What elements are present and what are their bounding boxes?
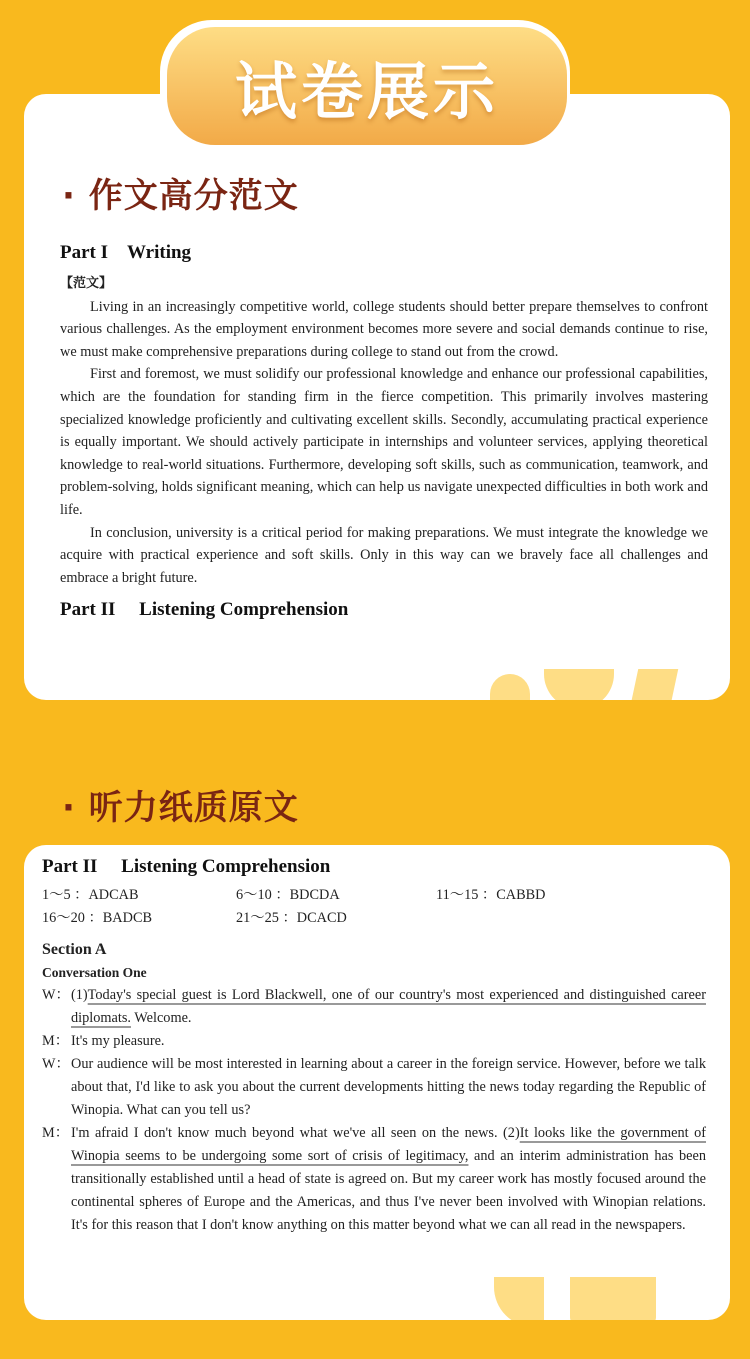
part-title: Part I Writing (60, 242, 192, 263)
decoration (544, 669, 614, 700)
speaker: W： (42, 987, 70, 1003)
answer-key (42, 884, 706, 930)
decoration (570, 1277, 656, 1320)
decoration (630, 669, 679, 700)
section-heading-essay: · 作文高分范文 (62, 176, 299, 216)
dialogue-line (42, 984, 706, 1030)
text: and an interim administration has been transitionally established until a head of state is agreed on. But my career work has mostly focused around the continental spheres of Europe and the Americas, and thus I've never been involved with Winopian relations. It's for this reason that I don't know anything on this matter beyond what we can all read in the newspapers. (71, 1148, 706, 1233)
speaker: M： (42, 1125, 70, 1141)
banner-title: 试卷展示 (234, 54, 499, 128)
text: Our audience will be most interested in learning about a career in the foreign service. However, before we talk about that, I'd like to ask you about the current developments hitting the news today regarding the Republic of Winopia. What can you tell us? (71, 1056, 706, 1118)
text: I'm afraid I don't know much beyond what we've all seen on the news. (2) (71, 1125, 520, 1141)
essay-paragraph: First and foremost, we must solidify our professional knowledge and enhance our professional capabilities, which are the foundation for standing firm in the fierce competition. This primarily involves mastering specialized knowledge proficiently and cultivating excellent skills. Secondly, accumulating practical experience is equally important. We should actively participate in internships and volunteer services, applying theoretical knowledge to real-world situations. Furthermore, developing soft skills, such as communication, teamwork, and problem-solving, holds significant meaning, which can help us navigate unexpected difficulties in both work and life. (60, 366, 708, 518)
essay-paragraph: In conclusion, university is a critical period for making preparations. We must integrate the knowledge we acquire with practical experience and soft skills. Only in this way can we bravely face all challenges and embrace a bright future. (60, 524, 708, 586)
section-heading-listening: · 听力纸质原文 (62, 788, 299, 828)
dialogue-line (42, 1053, 706, 1122)
next-part-title: Part II Listening Comprehension (60, 599, 349, 621)
answer-item: 21～25 ：DCACD (236, 910, 347, 926)
answer-item: 6～10 ：BDCDA (236, 887, 340, 903)
speaker: M： (42, 1033, 70, 1049)
text: Welcome. (130, 1010, 192, 1026)
dialogue-line (42, 1122, 706, 1237)
essay-label: 【范文】 (60, 275, 113, 290)
text: (1) (71, 987, 88, 1003)
conversation-title: Conversation One (42, 965, 147, 980)
underlined-answer: Today's special guest is Lord Blackwell, one of our country's most experienced and distinguished career diplomats. (71, 987, 706, 1026)
section-title: Section A (42, 941, 107, 958)
listening-card (24, 845, 730, 1320)
text: It's my pleasure. (71, 1033, 165, 1049)
decoration (490, 674, 530, 700)
dialogue-line (42, 1030, 706, 1053)
answer-item: 16～20 ：BADCB (42, 910, 153, 926)
essay-paragraph: Living in an increasingly competitive world, college students should better prepare themselves to confront various challenges. As the employment environment becomes more severe and social demands continue to rise, we must make comprehensive preparations during college to stand out from the crowd. (60, 298, 708, 360)
part-title: Part II Listening Comprehension (42, 856, 331, 877)
underlined-answer: It looks like the government of Winopia seems to be undergoing some sort of crisis of legitimacy, (71, 1125, 707, 1164)
answer-item: 1～5 ：ADCAB (42, 887, 139, 903)
decoration (494, 1277, 544, 1320)
banner (167, 27, 567, 145)
answer-item: 11～15 ：CABBD (436, 887, 546, 903)
speaker: W： (42, 1056, 70, 1072)
